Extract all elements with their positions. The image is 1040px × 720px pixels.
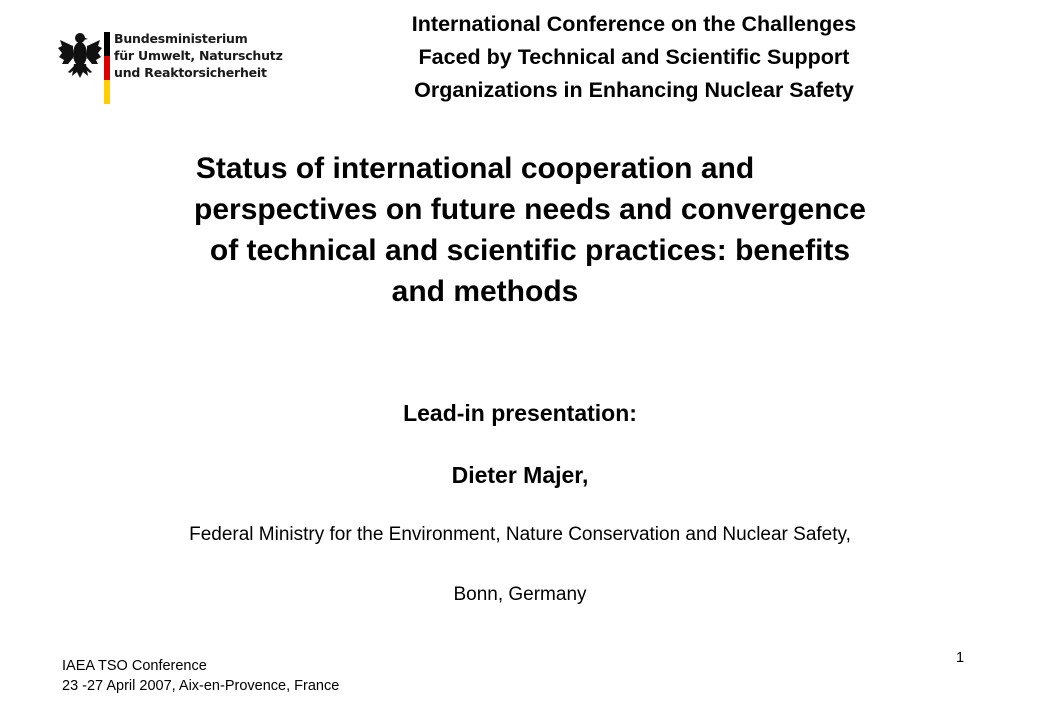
presenter-location: Bonn, Germany: [453, 584, 587, 605]
ministry-name-line: für Umwelt, Naturschutz: [114, 48, 283, 63]
page-number: 1: [956, 650, 965, 666]
flag-stripe-red: [104, 56, 110, 80]
presentation-title-line: and methods: [391, 275, 579, 308]
flag-stripe-black: [104, 32, 110, 56]
footer-date-place: 23 -27 April 2007, Aix-en-Provence, France: [62, 678, 340, 694]
presentation-title-line: of technical and scientific practices: benefits: [209, 234, 851, 267]
conference-title-line: Faced by Technical and Scientific Support: [418, 45, 850, 69]
presentation-title-line: Status of international cooperation and: [195, 152, 755, 185]
conference-title-line: International Conference on the Challenges: [411, 12, 857, 36]
ministry-logo: [58, 26, 283, 102]
conference-title-line: Organizations in Enhancing Nuclear Safety: [414, 78, 854, 102]
presentation-title: [90, 148, 970, 312]
presentation-title-line: perspectives on future needs and convergence: [194, 193, 866, 226]
flag-stripe-gold: [104, 80, 110, 104]
footer-conference: IAEA TSO Conference: [62, 658, 207, 674]
federal-eagle-icon: [58, 26, 102, 88]
ministry-name-line: und Reaktorsicherheit: [114, 65, 267, 80]
ministry-name-line: Bundesministerium: [114, 31, 248, 46]
lead-in-label: Lead-in presentation:: [403, 400, 637, 426]
flag-bar: [104, 32, 110, 104]
slide-footer: [62, 656, 339, 696]
presenter-affiliation: Federal Ministry for the Environment, Nature Conservation and Nuclear Safety,: [189, 524, 851, 545]
presenter-name: Dieter Majer,: [451, 462, 589, 488]
conference-title: [300, 8, 968, 107]
ministry-name: [114, 30, 283, 81]
